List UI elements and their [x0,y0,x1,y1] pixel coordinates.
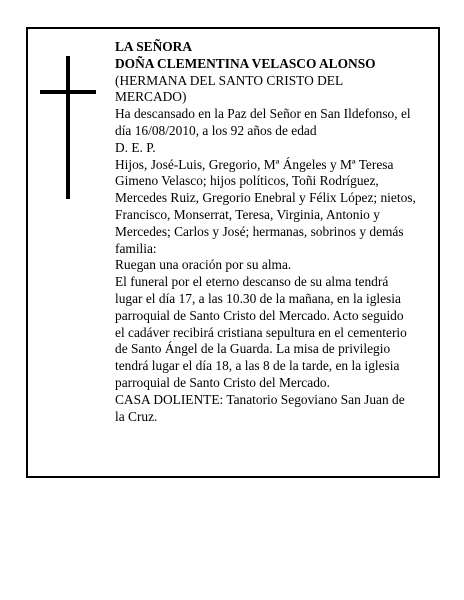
notice-line: Francisco, Monserrat, Teresa, Virginia, Antonio y [115,206,380,222]
notice-line: Mercedes; Carlos y José; hermanas, sobrinos y demás [115,223,404,239]
notice-line: Ha descansado en la Paz del Señor en San Ildefonso, el [115,106,411,122]
notice-line: día 16/08/2010, a los 92 años de edad [115,122,317,138]
notice-line: de Santo Ángel de la Guarda. La misa de privilegio [115,341,391,357]
notice-line: familia: [115,240,157,256]
obituary-notice [26,27,440,478]
cross-icon [40,56,96,199]
cross-vertical-bar [66,56,70,199]
notice-line: el cadáver recibirá cristiana sepultura en el cementerio [115,324,407,340]
notice-line: la Cruz. [115,408,158,424]
notice-line: tendrá lugar el día 18, a las 8 de la tarde, en la iglesia [115,358,400,374]
deceased-name: DOÑA CLEMENTINA VELASCO ALONSO [115,55,376,71]
notice-line: MERCADO) [115,89,187,105]
notice-line: parroquial de Santo Cristo del Mercado. Acto seguido [115,307,404,323]
notice-text [115,39,420,425]
notice-line: lugar el día 17, a las 10.30 de la mañana, en la iglesia [115,290,401,306]
notice-line: parroquial de Santo Cristo del Mercado. [115,374,330,390]
notice-line: El funeral por el eterno descanso de su alma tendrá [115,274,389,290]
notice-line: CASA DOLIENTE: Tanatorio Segoviano San Juan de [115,391,405,407]
notice-line: Mercedes Ruiz, Gregorio Enebral y Félix López; nietos, [115,190,416,206]
notice-line: (HERMANA DEL SANTO CRISTO DEL [115,72,344,88]
notice-line: Ruegan una oración por su alma. [115,257,292,273]
notice-heading-line: LA SEÑORA [115,39,193,54]
notice-line: D. E. P. [115,139,156,155]
cross-horizontal-bar [40,90,96,94]
notice-line: Gimeno Velasco; hijos políticos, Toñi Rodríguez, [115,173,379,189]
notice-line: Hijos, José-Luis, Gregorio, Mª Ángeles y Mª Teresa [115,156,394,172]
